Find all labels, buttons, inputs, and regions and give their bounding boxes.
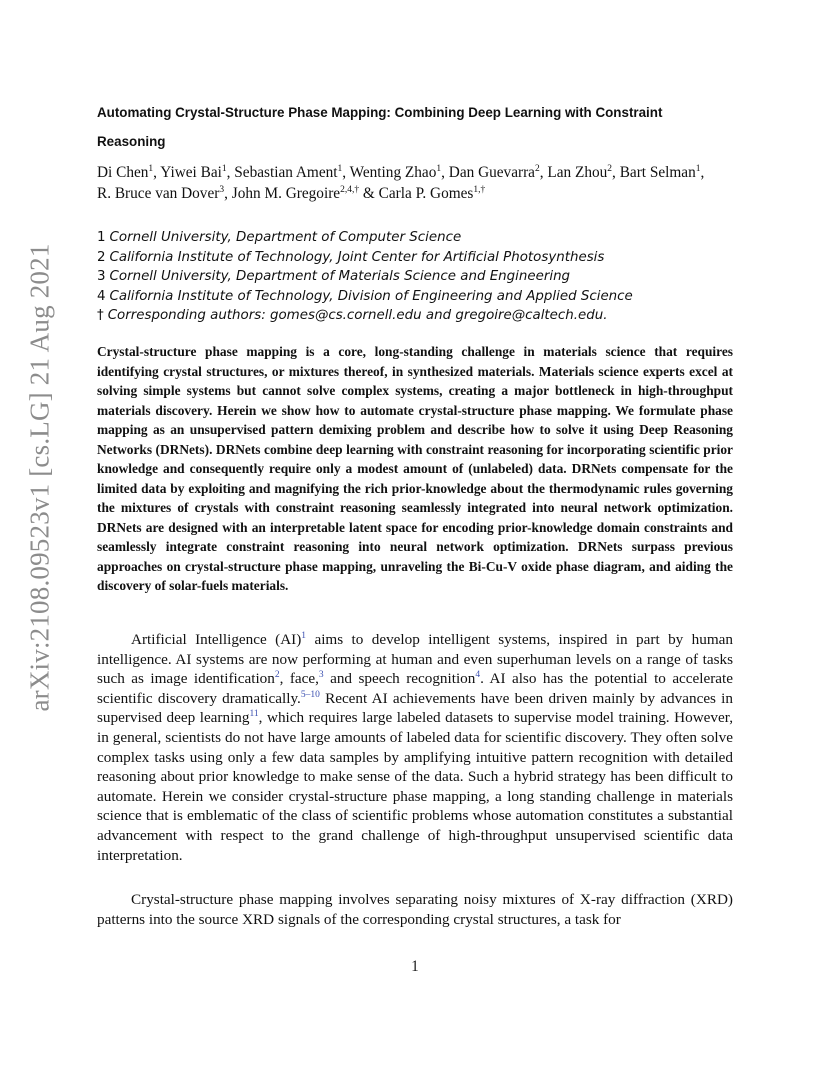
- affiliation-number: 2: [97, 249, 106, 265]
- author-affiliation-mark: 1: [695, 163, 701, 174]
- author-name: Yiwei Bai: [160, 164, 222, 181]
- author-affiliation-mark: 2: [607, 163, 613, 174]
- affiliation-text: California Institute of Technology, Division of Engineering and Applied Science: [109, 288, 633, 304]
- paper-title: Automating Crystal-Structure Phase Mapping: Combining Deep Learning with Constraint Reasoning: [97, 105, 663, 149]
- author-name: Bart Selman: [619, 164, 696, 181]
- author-line-1: Di Chen$^1$, Yiwei Bai$^1$, Sebastian Ament$^1$, Wenting Zhao$^1$, Dan Guevarra$^2$, Lan Zhou$^2$, Bart Selman$^1$,: [97, 163, 705, 181]
- affiliation-text: Corresponding authors: gomes@cs.cornell.edu and gregoire@caltech.edu.: [107, 308, 608, 324]
- affiliation-list: [97, 228, 733, 326]
- affiliation-number: 3: [97, 269, 106, 285]
- arxiv-watermark-text: arXiv:2108.09523v1 [cs.LG] 21 Aug 2021: [24, 242, 55, 712]
- affiliation-item: [97, 248, 733, 268]
- affiliation-item: [97, 287, 733, 307]
- author-name: John M. Gregoire: [231, 185, 341, 202]
- affiliation-text: California Institute of Technology, Joint Center for Artificial Photosynthesis: [109, 249, 605, 265]
- author-name: Sebastian Ament: [234, 164, 338, 181]
- citation-link[interactable]: 5–10: [300, 689, 320, 700]
- body-paragraph-2: Crystal-structure phase mapping involves separating noisy mixtures of X-ray diffraction (XRD) patterns into the source XRD signals of the corresponding crystal structures, a task for: [97, 891, 733, 928]
- author-line-2: R. Bruce van Dover$^3$, John M. Gregoire$^{2,4,\dagger}$ & Carla P. Gomes$^{1,\dagger}$: [97, 184, 486, 202]
- author-affiliation-mark: 1: [337, 163, 343, 174]
- author-list: [97, 162, 733, 204]
- affiliation-number: †: [97, 308, 104, 324]
- affiliation-number: 4: [97, 288, 106, 304]
- body-paragraph-1: Artificial Intelligence (AI)$^1$ aims to develop intelligent systems, inspired in part by human intelligence. AI systems are now performing at human and even superhuman levels on a range of tasks such as image identification$^2$, face,$^3$ and speech recognition$^4$. AI also has the potential to accelerate scientific discovery dramatically.$^{5-10}$ Recent AI achievements have been driven mainly by advances in supervised deep learning$^{11}$, which requires large labeled datasets to supervise model training. However, in general, scientists do not have large amounts of labeled data for scientific discovery. They often solve complex tasks using only a few data samples by amplifying intuitive pattern recognition with detailed reasoning about prior knowledge to make sense of the data. Such a hybrid strategy has been difficult to automate. Herein we consider crystal-structure phase mapping, a long standing challenge in materials science that is emblematic of the class of scientific problems whose automation constitutes a substantial advancement with respect to the grand challenge of high-throughput unsupervised scientific data interpretation.: [97, 630, 734, 864]
- author-affiliation-mark: 3: [219, 184, 225, 195]
- author-name: Wenting Zhao: [349, 164, 437, 181]
- page-number: 1: [411, 958, 419, 975]
- author-affiliation-mark: 1,†: [473, 184, 486, 195]
- author-affiliation-mark: 1: [148, 163, 154, 174]
- citation-link[interactable]: 1: [301, 630, 307, 641]
- abstract: Crystal-structure phase mapping is a core, long-standing challenge in materials science that requires identifying crystal structures, or mixtures thereof, in synthesized materials. Materials science experts excel at solving simple systems but cannot solve complex systems, creating a major bottleneck in high-throughput materials discovery. Herein we show how to automate crystal-structure phase mapping. We formulate phase mapping as an unsupervised pattern demixing problem and describe how to solve it using Deep Reasoning Networks (DRNets). DRNets combine deep learning with constraint reasoning for incorporating scientific prior knowledge and consequently require only a modest amount of (unlabeled) data. DRNets compensate for the limited data by exploiting and magnifying the rich prior-knowledge about the thermodynamic rules governing the mixtures of crystals with constraint reasoning seamlessly integrated into neural network optimization. DRNets are designed with an interpretable latent space for encoding prior-knowledge domain constraints and seamlessly integrate constraint reasoning into neural network optimization. DRNets surpass previous approaches on crystal-structure phase mapping, unraveling the Bi-Cu-V oxide phase diagram, and aiding the discovery of solar-fuels materials.: [97, 344, 733, 593]
- affiliation-item: [97, 267, 733, 287]
- author-affiliation-mark: 1: [436, 163, 442, 174]
- citation-link[interactable]: 3: [318, 670, 324, 681]
- affiliation-number: 1: [97, 230, 106, 245]
- affiliation-item: [97, 228, 733, 248]
- author-name: Carla P. Gomes: [378, 185, 474, 202]
- citation-link[interactable]: 4: [475, 670, 481, 681]
- author-name: R. Bruce van Dover: [97, 185, 220, 202]
- author-affiliation-mark: 2,4,†: [340, 184, 360, 195]
- author-name: Lan Zhou: [547, 164, 608, 181]
- arxiv-watermark: [8, 242, 72, 712]
- citation-link[interactable]: 11: [249, 709, 259, 720]
- author-name: Dan Guevarra: [448, 164, 535, 181]
- affiliation-text: Cornell University, Department of Materials Science and Engineering: [109, 269, 571, 285]
- author-affiliation-mark: 1: [221, 163, 227, 174]
- author-name: Di Chen: [97, 164, 149, 181]
- affiliation-item: [97, 306, 733, 326]
- affiliation-text: Cornell University, Department of Computer Science: [109, 230, 462, 245]
- citation-link[interactable]: 2: [274, 670, 280, 681]
- author-affiliation-mark: 2: [534, 163, 540, 174]
